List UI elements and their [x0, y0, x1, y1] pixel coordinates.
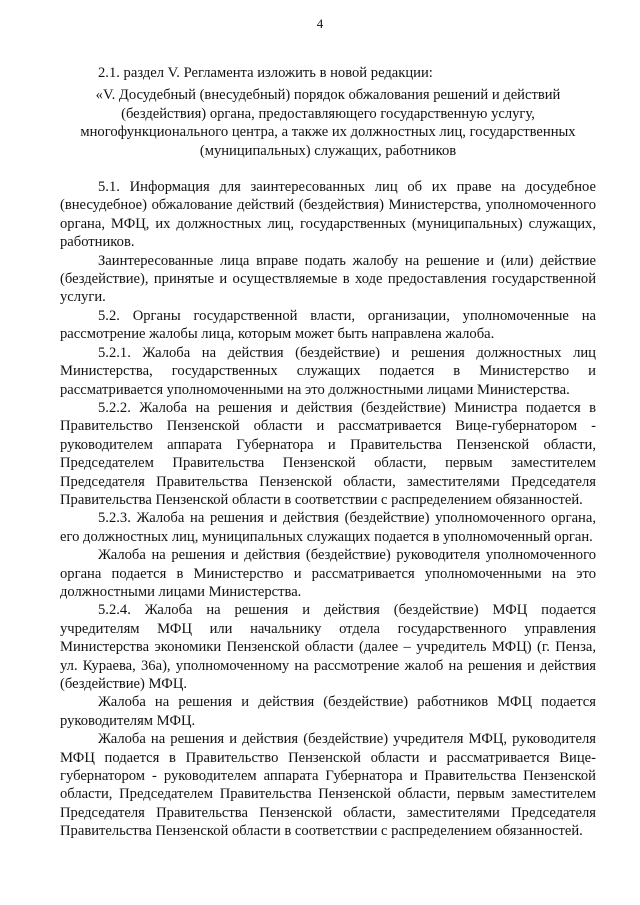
section-paragraphs	[60, 178, 596, 841]
amendment-intro: 2.1. раздел V. Регламента изложить в новой редакции:	[98, 65, 433, 81]
paragraph-5-1: 5.1. Информация для заинтересованных лиц об их праве на досудебное (внесудебное) обжалование действий (бездействия) Министерства, уполномоченного органа, МФЦ, их должностных лиц, государственных (муниципальных) служащих, работников.	[60, 179, 596, 251]
section-heading-line: (муниципальных) служащих, работников	[199, 142, 457, 159]
paragraph-5-2-4: 5.2.4. Жалоба на решения и действия (бездействие) МФЦ подается учредителям МФЦ или начальнику отдела государственного управления Министерства экономики Пензенской области (далее – учредитель МФЦ) (г. Пенза, ул. Кураева, 36а), уполномоченному на рассмотрение жалоб на решения и действия (бездействие) МФЦ.	[60, 602, 596, 692]
page-number: 4	[316, 16, 324, 31]
section-heading-line: «V. Досудебный (внесудебный) порядок обжалования решений и действий	[95, 87, 561, 104]
section-heading-line: (бездействия) органа, предоставляющего государственную услугу,	[121, 105, 535, 122]
paragraph-interested-persons: Заинтересованные лица вправе подать жалобу на решение и (или) действие (бездействие), принятые и осуществляемые в ходе предоставления государственной услуги.	[60, 252, 596, 306]
paragraph-5-2-1: 5.2.1. Жалоба на действия (бездействие) и решения должностных лиц Министерства, государственных служащих подается в Министерство и рассматривается уполномоченными на это должностными лицами Министерства.	[60, 344, 596, 398]
section-heading	[60, 86, 596, 160]
section-heading-line: многофункционального центра, а также их должностных лиц, государственных	[80, 124, 576, 141]
paragraph-5-2: 5.2. Органы государственной власти, организации, уполномоченные на рассмотрение жалобы лица, которым может быть направлена жалоба.	[60, 307, 596, 343]
paragraph-5-2-2: 5.2.2. Жалоба на решения и действия (бездействие) Министра подается в Правительство Пензенской области и рассматривается Вице-губернатором - руководителем аппарата Губернатора и Правительства Пензенской области, Председателем Правительства Пензенской области, первым заместителем Председателя Правительства Пензенской области, заместителями Председателя Правительства Пензенской области в соответствии с распределением обязанностей.	[60, 399, 596, 508]
paragraph-5-2-3: 5.2.3. Жалоба на решения и действия (бездействие) уполномоченного органа, его должностных лиц, муниципальных служащих подается в уполномоченный орган.	[60, 510, 596, 545]
paragraph-mfc-founder: Жалоба на решения и действия (бездействие) учредителя МФЦ, руководителя МФЦ подается в Правительство Пензенской области и рассматривается Вице-губернатором - руководителем аппарата Губернатора и Правительства Пензенской области, Председателем Правительства Пензенской области, первым заместителем Председателя Правительства Пензенской области, заместителями Председателя Правительства Пензенской области в соответствии с распределением обязанностей.	[60, 731, 596, 840]
paragraph-mfc-workers: Жалоба на решения и действия (бездействие) работников МФЦ подается руководителям МФЦ.	[60, 694, 596, 729]
document-body	[60, 64, 596, 841]
paragraph-authorized-body-head: Жалоба на решения и действия (бездействие) руководителя уполномоченного органа подается в Министерство и рассматривается уполномоченными на это должностными лицами Министерства.	[60, 547, 596, 600]
